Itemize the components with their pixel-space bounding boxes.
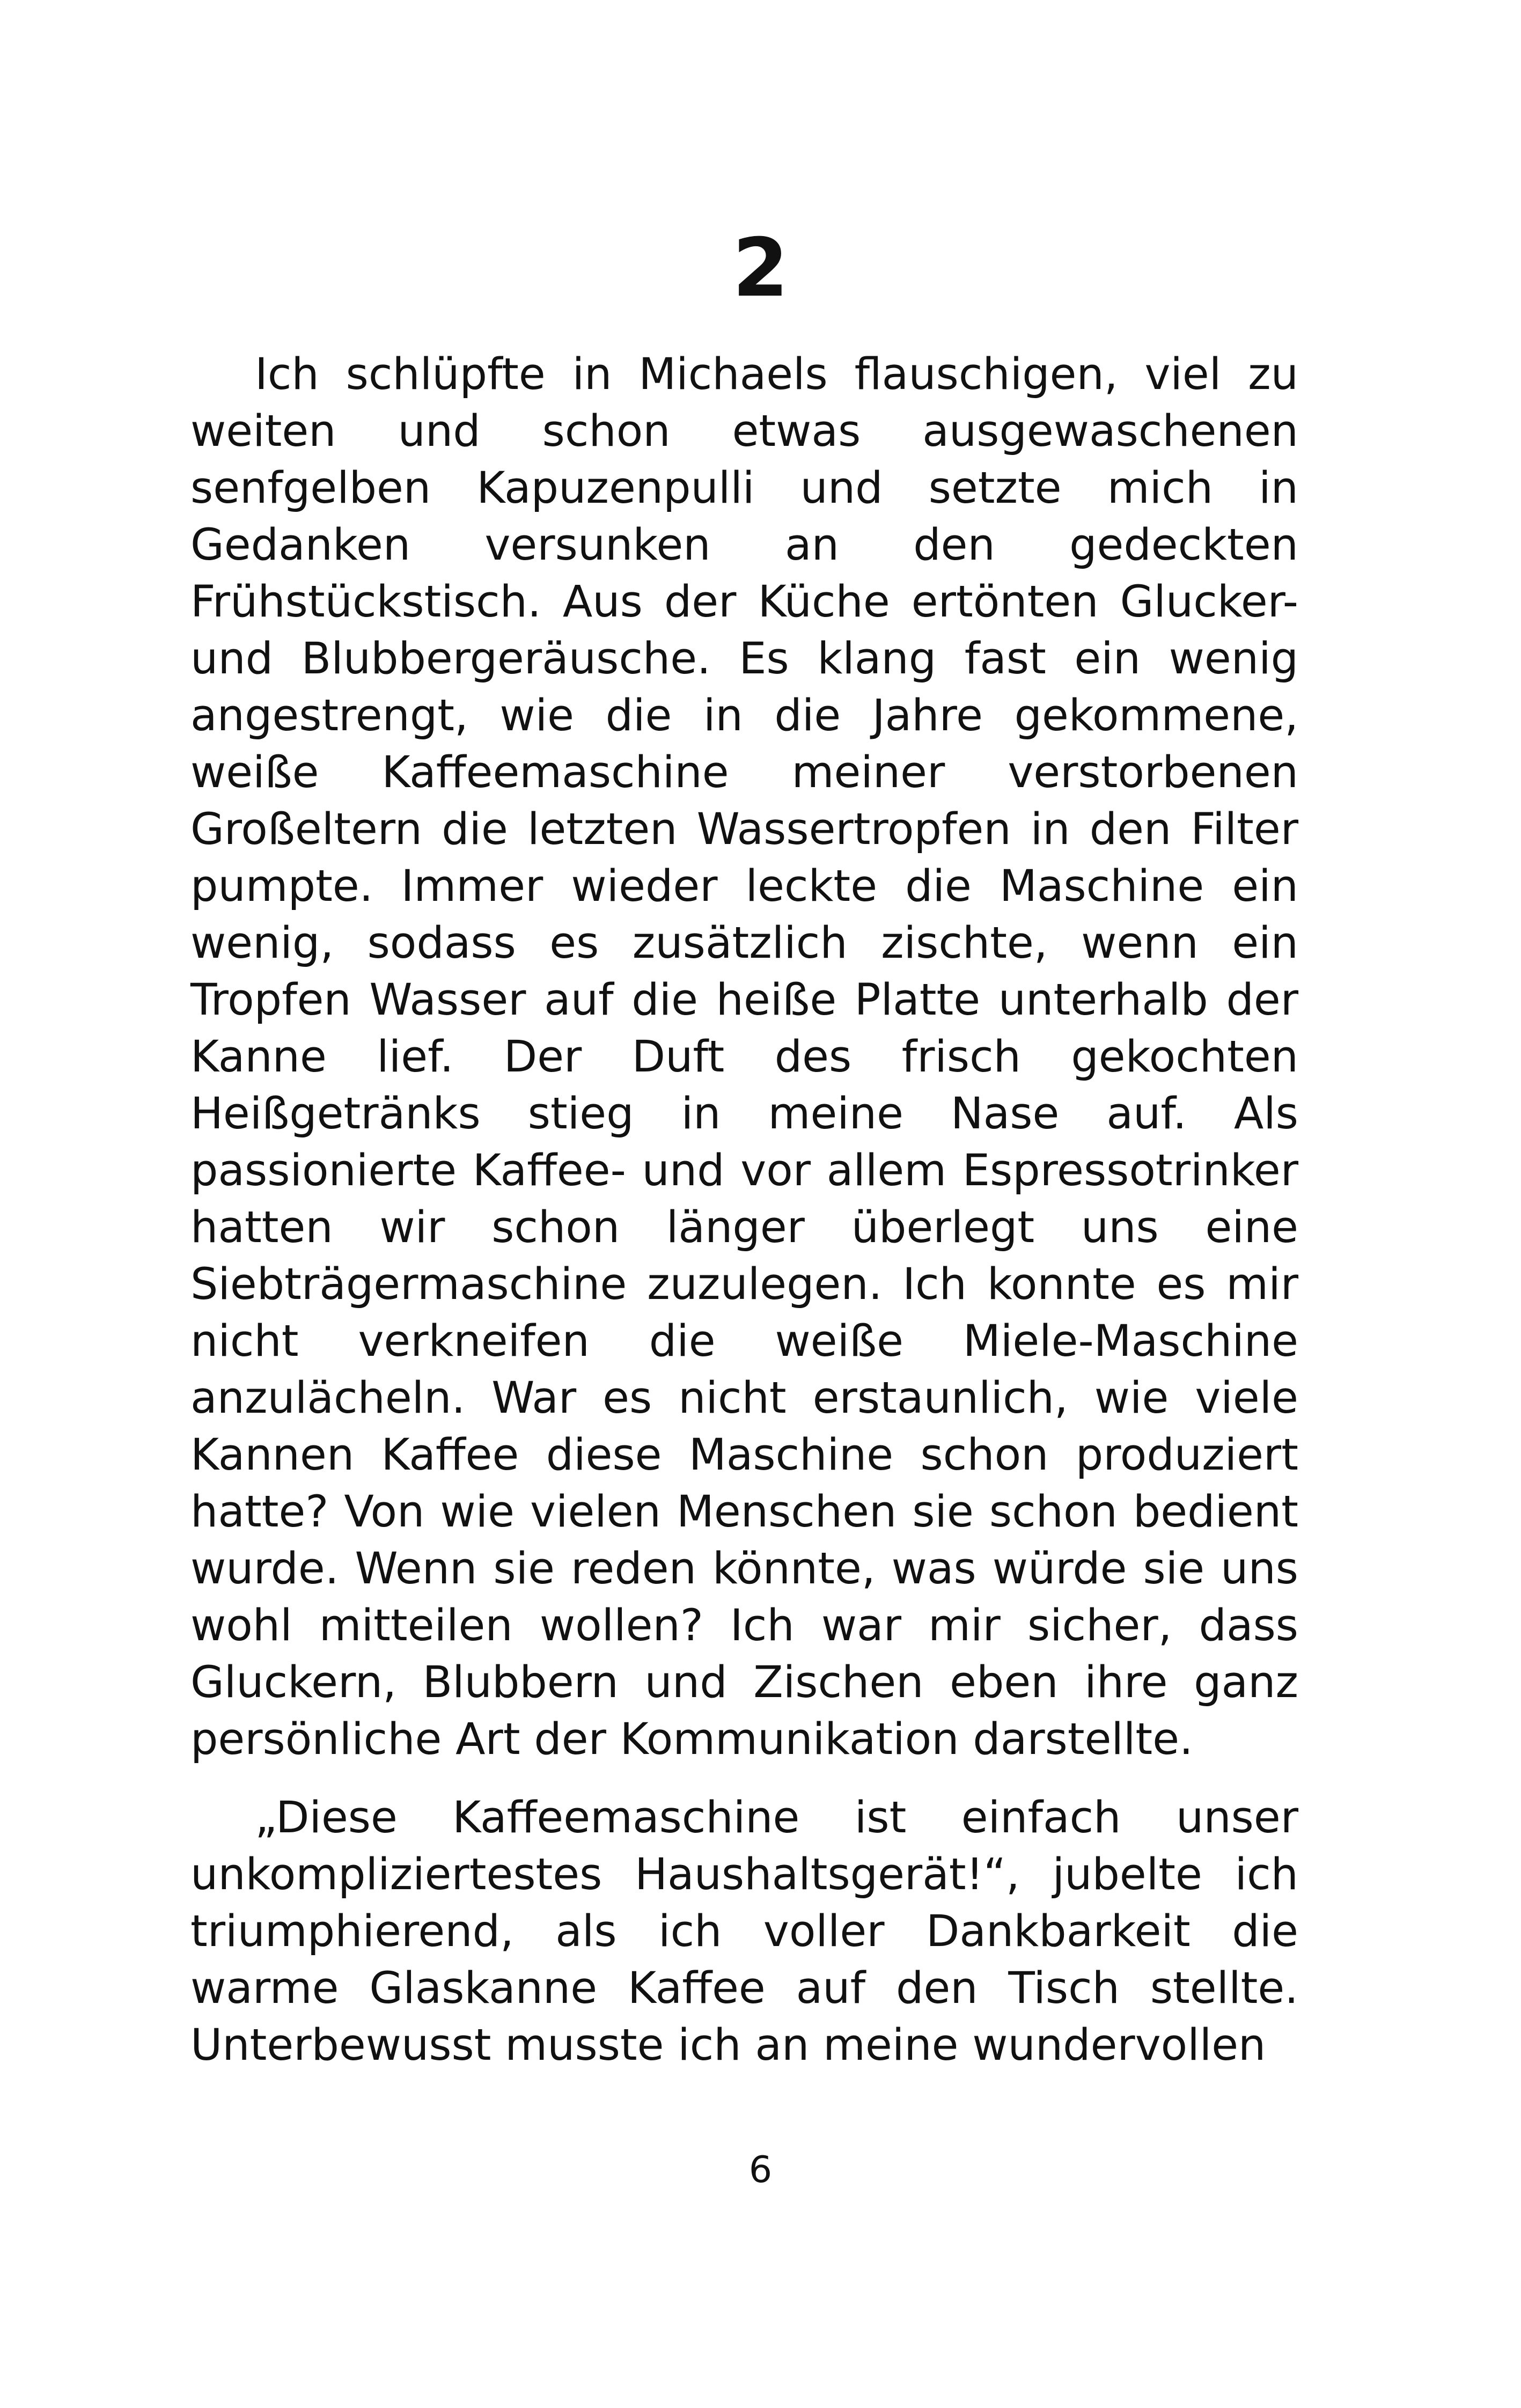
body-text	[190, 346, 1298, 2074]
paragraph: „Diese Kaffeemaschine ist einfach unser unkompliziertestes Haushaltsgerät!“, jubelte ich triumphierend, als ich voller Dankbarkeit die warme Glaskanne Kaffee auf den Tisch stellte. Unterbewusst musste ich an meine wundervollen	[190, 1793, 1298, 2071]
paragraph: Ich schlüpfte in Michaels flauschigen, viel zu weiten und schon etwas ausgewaschenen senfgelben Kapuzenpulli und setzte mich in Gedanken versunken an den gedeckten Frühstückstisch. Aus der Küche ertönten Glucker- und Blubbergeräusche. Es klang fast ein wenig angestrengt, wie die in die Jahre gekommene, weiße Kaffeemaschine meiner verstorbenen Großeltern die letzten Wassertropfen in den Filter pumpte. Immer wieder leckte die Maschine ein wenig, sodass es zusätzlich zischte, wenn ein Tropfen Wasser auf die heiße Platte unterhalb der Kanne lief. Der Duft des frisch gekochten Heißgetränks stieg in meine Nase auf. Als passionierte Kaffee- und vor allem Espressotrinker hatten wir schon länger überlegt uns eine Siebträgermaschine zuzulegen. Ich konnte es mir nicht verkneifen die weiße Miele-Maschine anzulächeln. War es nicht erstaunlich, wie viele Kannen Kaffee diese Maschine schon produziert hatte? Von wie vielen Menschen sie schon bedient wurde. Wenn sie reden könnte, was würde sie uns wohl mitteilen wollen? Ich war mir sicher, dass Gluckern, Blubbern und Zischen eben ihre ganz persönliche Art der Kommunikation darstellte.	[190, 349, 1298, 1765]
page-number: 6	[748, 2149, 773, 2191]
chapter-number: 2	[732, 222, 789, 315]
